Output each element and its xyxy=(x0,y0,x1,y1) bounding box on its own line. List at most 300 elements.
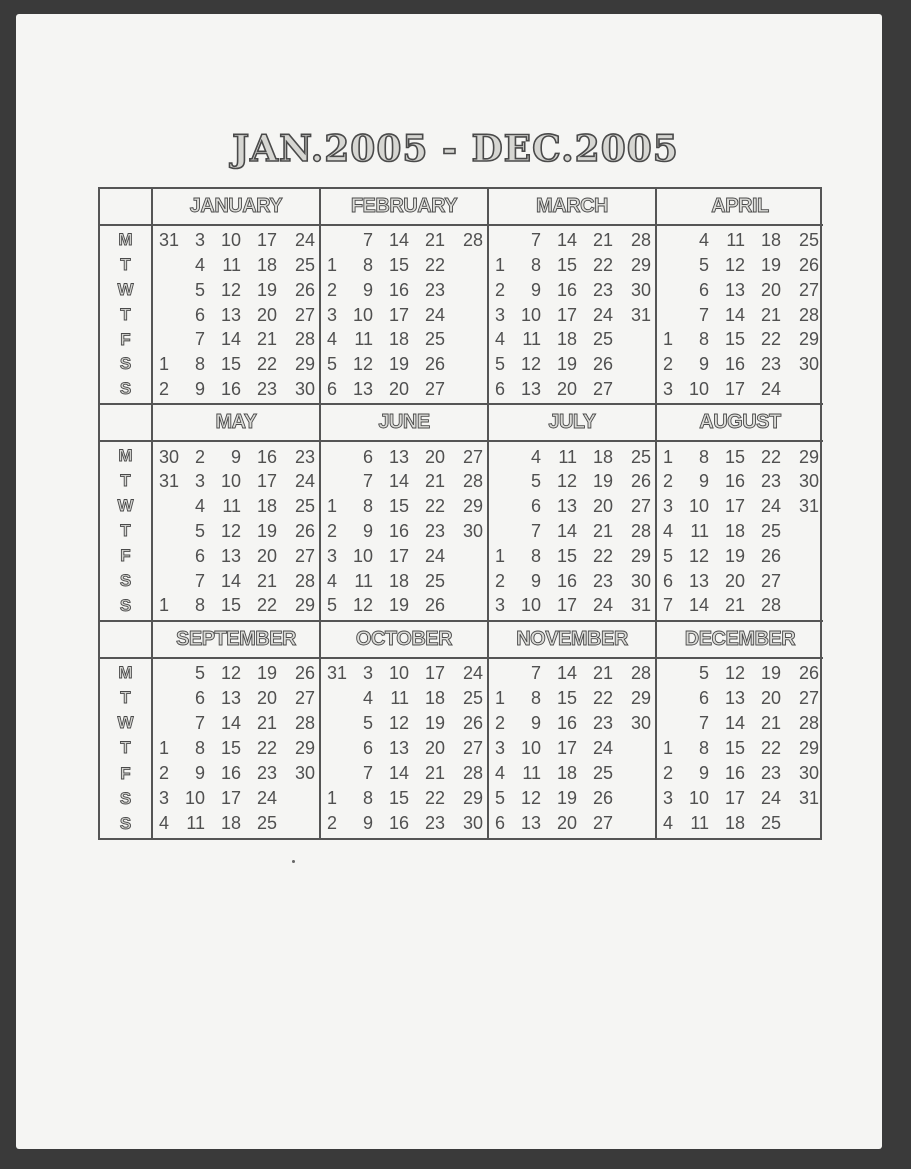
day-number: 18 xyxy=(724,813,745,834)
weekday-letter: S xyxy=(119,354,132,374)
day-number: 8 xyxy=(530,255,541,276)
day-number: 10 xyxy=(520,738,541,759)
day-number: 25 xyxy=(462,688,483,709)
day-number: 7 xyxy=(530,663,541,684)
day-number: 26 xyxy=(798,255,819,276)
day-number: 25 xyxy=(294,496,315,517)
day-number: 8 xyxy=(698,446,709,467)
month-block xyxy=(489,189,657,405)
day-number: 20 xyxy=(724,570,745,591)
day-number: 1 xyxy=(159,595,170,616)
day-number: 17 xyxy=(724,378,745,399)
day-number: 5 xyxy=(698,255,709,276)
day-number: 28 xyxy=(630,663,651,684)
day-number: 23 xyxy=(424,813,445,834)
day-number: 18 xyxy=(220,813,241,834)
day-number: 9 xyxy=(698,763,709,784)
day-number xyxy=(661,661,687,686)
day-number: 10 xyxy=(688,788,709,809)
day-number xyxy=(157,253,183,278)
day-number: 14 xyxy=(220,329,241,350)
weekday-letter: W xyxy=(117,713,134,733)
day-number: 8 xyxy=(698,329,709,350)
day-number: 12 xyxy=(724,663,745,684)
day-grid xyxy=(153,442,319,619)
day-number xyxy=(445,593,483,618)
day-number: 28 xyxy=(630,230,651,251)
day-number: 5 xyxy=(495,354,506,375)
day-number: 20 xyxy=(424,446,445,467)
day-number: 5 xyxy=(362,713,373,734)
day-number: 8 xyxy=(194,595,205,616)
day-number: 11 xyxy=(558,446,577,467)
day-number: 7 xyxy=(194,713,205,734)
day-number: 18 xyxy=(556,329,577,350)
day-number: 15 xyxy=(388,788,409,809)
day-grid xyxy=(489,659,655,838)
day-number: 1 xyxy=(159,738,170,759)
day-number: 30 xyxy=(294,763,315,784)
day-grid xyxy=(153,659,319,838)
day-number: 2 xyxy=(663,354,674,375)
weekday-header-blank xyxy=(100,405,151,442)
weekday-letter: M xyxy=(118,229,133,249)
day-number: 6 xyxy=(530,496,541,517)
day-number xyxy=(325,736,351,761)
day-number: 3 xyxy=(327,304,338,325)
weekday-letter: W xyxy=(117,496,134,516)
month-block xyxy=(489,405,657,621)
day-number xyxy=(493,469,519,494)
day-number: 22 xyxy=(256,738,277,759)
day-number: 29 xyxy=(294,354,315,375)
day-number: 24 xyxy=(760,496,781,517)
day-number: 10 xyxy=(220,230,241,251)
day-number: 20 xyxy=(556,813,577,834)
day-number: 16 xyxy=(256,446,277,467)
day-grid xyxy=(321,659,487,838)
day-number: 23 xyxy=(256,378,277,399)
day-number: 12 xyxy=(388,713,409,734)
day-number: 25 xyxy=(798,230,819,251)
day-number xyxy=(661,253,687,278)
day-number: 27 xyxy=(798,688,819,709)
day-number: 23 xyxy=(760,471,781,492)
day-number: 14 xyxy=(388,763,409,784)
day-number: 21 xyxy=(256,570,277,591)
weekday-letter: W xyxy=(117,279,134,299)
day-number xyxy=(445,352,483,377)
day-number: 26 xyxy=(630,471,651,492)
day-number: 29 xyxy=(798,446,819,467)
day-number: 28 xyxy=(630,520,651,541)
day-number: 7 xyxy=(663,595,674,616)
day-number: 1 xyxy=(663,329,674,350)
day-number: 30 xyxy=(294,378,315,399)
day-number: 1 xyxy=(159,354,170,375)
day-number: 27 xyxy=(294,545,315,566)
day-number: 19 xyxy=(760,663,781,684)
day-number: 28 xyxy=(294,713,315,734)
day-number: 10 xyxy=(184,788,205,809)
day-number: 15 xyxy=(724,446,745,467)
day-number: 9 xyxy=(530,713,541,734)
day-number: 18 xyxy=(256,255,277,276)
day-number: 22 xyxy=(760,329,781,350)
day-number: 20 xyxy=(256,304,277,325)
day-number: 6 xyxy=(327,378,338,399)
day-number: 29 xyxy=(294,595,315,616)
day-number: 14 xyxy=(688,595,709,616)
day-number: 3 xyxy=(663,496,674,517)
day-number: 3 xyxy=(194,230,205,251)
day-number: 31 xyxy=(798,788,819,809)
day-number: 20 xyxy=(760,688,781,709)
day-grid xyxy=(489,226,655,403)
day-number: 31 xyxy=(798,496,819,517)
page-title: JAN.2005 - DEC.2005 xyxy=(232,128,679,170)
day-number: 12 xyxy=(724,255,745,276)
day-number: 22 xyxy=(256,595,277,616)
day-number: 3 xyxy=(495,304,506,325)
day-number: 20 xyxy=(256,545,277,566)
day-grid xyxy=(657,226,823,403)
weekday-letter: F xyxy=(120,329,131,349)
day-number: 30 xyxy=(798,763,819,784)
day-number xyxy=(325,686,351,711)
day-number xyxy=(613,327,651,352)
day-number: 4 xyxy=(698,230,709,251)
day-number: 21 xyxy=(424,763,445,784)
day-number xyxy=(325,444,351,469)
day-number: 31 xyxy=(327,663,348,684)
day-number: 10 xyxy=(220,471,241,492)
day-number: 11 xyxy=(354,570,373,591)
weekday-header-blank xyxy=(100,622,151,659)
day-number: 19 xyxy=(556,354,577,375)
day-number: 14 xyxy=(388,230,409,251)
day-number: 6 xyxy=(663,570,674,591)
day-number: 7 xyxy=(194,329,205,350)
day-number: 19 xyxy=(592,471,613,492)
day-number xyxy=(325,469,351,494)
day-number: 13 xyxy=(352,378,373,399)
day-number: 15 xyxy=(388,255,409,276)
day-number: 26 xyxy=(592,354,613,375)
day-number: 9 xyxy=(530,570,541,591)
day-number: 7 xyxy=(698,304,709,325)
day-number: 21 xyxy=(256,713,277,734)
day-number: 17 xyxy=(388,304,409,325)
day-number: 28 xyxy=(294,329,315,350)
day-number: 3 xyxy=(495,595,506,616)
day-number xyxy=(157,686,183,711)
day-number: 20 xyxy=(424,738,445,759)
day-number: 6 xyxy=(194,688,205,709)
day-grid xyxy=(153,226,319,403)
day-number xyxy=(277,811,315,836)
weekday-letter: T xyxy=(120,687,131,707)
day-number: 13 xyxy=(724,688,745,709)
day-number: 16 xyxy=(724,354,745,375)
weekday-letter: T xyxy=(120,520,131,540)
day-number xyxy=(157,327,183,352)
day-number: 13 xyxy=(556,496,577,517)
day-number: 6 xyxy=(495,378,506,399)
day-number: 2 xyxy=(327,520,338,541)
day-number: 17 xyxy=(424,663,445,684)
day-number: 8 xyxy=(698,738,709,759)
day-number: 29 xyxy=(630,545,651,566)
day-number: 23 xyxy=(760,763,781,784)
day-number: 24 xyxy=(424,545,445,566)
day-number: 6 xyxy=(362,738,373,759)
day-number xyxy=(277,786,315,811)
day-number: 8 xyxy=(362,788,373,809)
weekday-letter: F xyxy=(120,545,131,565)
day-number xyxy=(493,444,519,469)
day-number: 27 xyxy=(592,378,613,399)
month-name: FEBRUARY xyxy=(321,189,487,226)
day-number: 4 xyxy=(327,329,338,350)
day-number: 18 xyxy=(556,763,577,784)
day-number: 23 xyxy=(256,763,277,784)
day-number: 5 xyxy=(194,279,205,300)
day-number: 25 xyxy=(630,446,651,467)
day-number: 1 xyxy=(327,496,338,517)
day-number: 1 xyxy=(663,446,674,467)
month-name: JANUARY xyxy=(153,189,319,226)
day-number: 22 xyxy=(760,446,781,467)
day-number: 11 xyxy=(354,329,373,350)
day-number: 24 xyxy=(760,788,781,809)
day-number: 6 xyxy=(362,446,373,467)
day-number: 6 xyxy=(698,688,709,709)
day-number: 31 xyxy=(630,595,651,616)
weekday-column xyxy=(100,405,153,621)
month-block xyxy=(321,405,489,621)
day-number: 18 xyxy=(760,230,781,251)
day-number: 30 xyxy=(798,354,819,375)
day-number xyxy=(613,736,651,761)
day-number: 20 xyxy=(760,279,781,300)
day-number: 21 xyxy=(760,713,781,734)
day-number: 6 xyxy=(698,279,709,300)
day-number: 16 xyxy=(556,279,577,300)
day-number: 23 xyxy=(424,520,445,541)
day-number: 29 xyxy=(630,255,651,276)
day-number: 16 xyxy=(388,813,409,834)
day-number: 25 xyxy=(256,813,277,834)
day-number: 5 xyxy=(327,595,338,616)
day-number: 10 xyxy=(388,663,409,684)
month-block xyxy=(657,622,823,838)
day-number: 13 xyxy=(724,279,745,300)
day-number: 13 xyxy=(220,304,241,325)
day-number: 23 xyxy=(760,354,781,375)
day-number: 15 xyxy=(724,738,745,759)
day-number: 14 xyxy=(220,570,241,591)
day-number: 19 xyxy=(256,279,277,300)
day-number: 17 xyxy=(256,471,277,492)
day-number: 8 xyxy=(362,496,373,517)
day-number: 4 xyxy=(159,813,170,834)
day-number: 30 xyxy=(630,713,651,734)
day-number: 23 xyxy=(592,713,613,734)
day-number: 2 xyxy=(495,713,506,734)
day-number: 26 xyxy=(424,595,445,616)
day-number: 25 xyxy=(424,329,445,350)
day-number: 3 xyxy=(663,378,674,399)
day-number: 14 xyxy=(724,713,745,734)
weekday-column xyxy=(100,622,153,838)
month-block xyxy=(321,622,489,838)
day-number: 13 xyxy=(688,570,709,591)
day-number: 5 xyxy=(663,545,674,566)
day-number xyxy=(781,519,819,544)
month-name: JULY xyxy=(489,405,655,442)
day-number: 9 xyxy=(230,446,241,467)
day-number: 8 xyxy=(194,354,205,375)
day-number xyxy=(781,593,819,618)
day-number: 19 xyxy=(760,255,781,276)
day-number: 23 xyxy=(424,279,445,300)
day-number: 7 xyxy=(194,570,205,591)
day-number xyxy=(661,686,687,711)
day-number xyxy=(781,377,819,402)
day-number: 12 xyxy=(220,520,241,541)
day-number: 28 xyxy=(294,570,315,591)
day-number: 29 xyxy=(798,738,819,759)
day-number: 27 xyxy=(630,496,651,517)
day-number: 11 xyxy=(222,255,241,276)
day-number: 2 xyxy=(663,471,674,492)
day-number: 5 xyxy=(698,663,709,684)
day-number xyxy=(661,278,687,303)
day-number: 21 xyxy=(592,663,613,684)
day-number: 17 xyxy=(256,230,277,251)
day-number: 19 xyxy=(388,354,409,375)
day-number: 1 xyxy=(327,788,338,809)
day-number: 4 xyxy=(327,570,338,591)
day-number: 2 xyxy=(194,446,205,467)
day-number: 6 xyxy=(495,813,506,834)
day-number: 16 xyxy=(220,763,241,784)
day-number: 27 xyxy=(294,304,315,325)
day-number: 27 xyxy=(424,378,445,399)
day-number xyxy=(661,228,687,253)
month-name: AUGUST xyxy=(657,405,823,442)
day-number: 5 xyxy=(194,663,205,684)
day-number: 24 xyxy=(592,738,613,759)
day-number: 7 xyxy=(362,471,373,492)
day-number: 16 xyxy=(724,763,745,784)
day-number xyxy=(661,302,687,327)
day-number: 14 xyxy=(556,663,577,684)
day-number: 29 xyxy=(294,738,315,759)
weekday-letter: T xyxy=(120,304,131,324)
day-number: 4 xyxy=(530,446,541,467)
day-number: 19 xyxy=(256,520,277,541)
day-number: 12 xyxy=(520,354,541,375)
month-name: MARCH xyxy=(489,189,655,226)
day-number: 17 xyxy=(220,788,241,809)
day-number: 19 xyxy=(388,595,409,616)
day-number xyxy=(613,811,651,836)
day-number: 21 xyxy=(424,471,445,492)
day-number: 2 xyxy=(159,763,170,784)
day-number: 21 xyxy=(592,520,613,541)
day-number xyxy=(325,761,351,786)
day-number: 22 xyxy=(592,545,613,566)
day-number: 26 xyxy=(798,663,819,684)
day-number: 20 xyxy=(592,496,613,517)
day-number: 9 xyxy=(362,520,373,541)
day-number xyxy=(493,494,519,519)
day-number: 28 xyxy=(798,713,819,734)
ink-speck xyxy=(292,860,295,863)
day-number: 17 xyxy=(724,496,745,517)
day-number: 16 xyxy=(556,713,577,734)
day-number: 23 xyxy=(294,446,315,467)
day-number: 15 xyxy=(220,595,241,616)
month-name: OCTOBER xyxy=(321,622,487,659)
day-number: 2 xyxy=(327,813,338,834)
day-number: 24 xyxy=(592,595,613,616)
day-number: 4 xyxy=(663,520,674,541)
day-number: 22 xyxy=(424,496,445,517)
day-number: 27 xyxy=(462,738,483,759)
weekday-letter: M xyxy=(118,446,133,466)
day-number: 13 xyxy=(388,446,409,467)
day-number: 25 xyxy=(294,255,315,276)
day-number: 26 xyxy=(760,545,781,566)
day-number: 17 xyxy=(556,738,577,759)
day-number: 18 xyxy=(424,688,445,709)
day-number xyxy=(661,711,687,736)
day-number: 17 xyxy=(556,595,577,616)
day-number: 7 xyxy=(530,520,541,541)
day-number: 9 xyxy=(194,763,205,784)
month-block xyxy=(153,622,321,838)
day-number xyxy=(613,786,651,811)
day-number: 21 xyxy=(760,304,781,325)
day-number: 26 xyxy=(424,354,445,375)
day-number xyxy=(781,811,819,836)
day-number xyxy=(445,302,483,327)
day-number xyxy=(613,377,651,402)
day-number: 15 xyxy=(388,496,409,517)
day-number: 26 xyxy=(294,663,315,684)
month-block xyxy=(489,622,657,838)
day-number: 13 xyxy=(388,738,409,759)
day-number: 28 xyxy=(462,763,483,784)
weekday-letter: T xyxy=(120,254,131,274)
day-number: 22 xyxy=(424,255,445,276)
day-number: 12 xyxy=(220,279,241,300)
day-number: 28 xyxy=(462,230,483,251)
day-number: 10 xyxy=(688,378,709,399)
day-number: 14 xyxy=(556,230,577,251)
day-number: 3 xyxy=(362,663,373,684)
day-number: 22 xyxy=(592,688,613,709)
day-number: 18 xyxy=(592,446,613,467)
day-number xyxy=(445,253,483,278)
day-number xyxy=(445,568,483,593)
day-number: 7 xyxy=(362,230,373,251)
day-number: 23 xyxy=(592,279,613,300)
day-number: 19 xyxy=(256,663,277,684)
